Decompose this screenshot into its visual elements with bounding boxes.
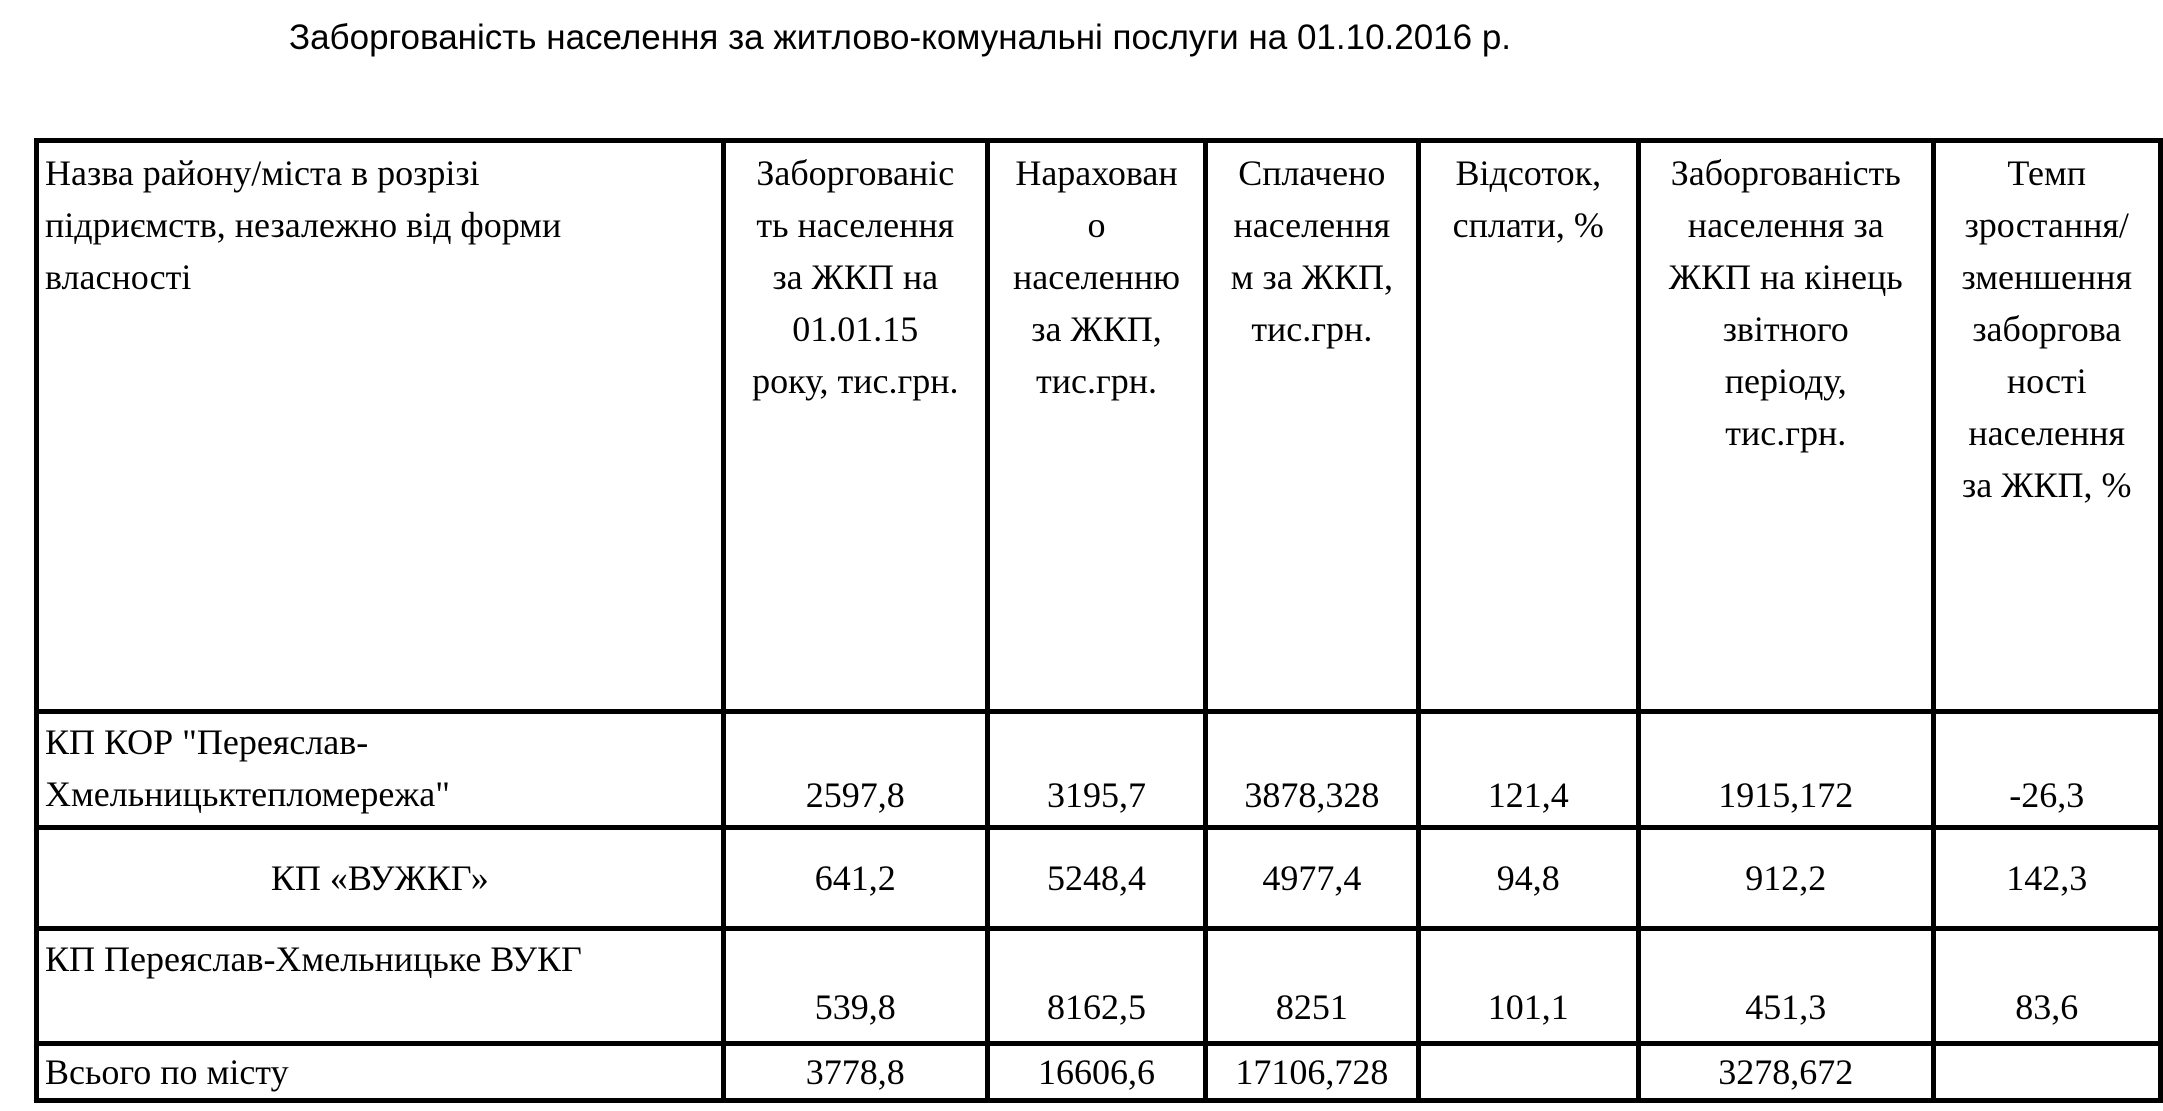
cell-payment-percent: 101,1 (1418, 929, 1638, 1044)
cell-charged: 3195,7 (987, 712, 1205, 828)
cell-charged: 5248,4 (987, 828, 1205, 929)
header-growth-rate: Темп зростання/ зменшення заборгова ності населення за ЖКП, % (1933, 141, 2160, 712)
cell-debt-end: 912,2 (1638, 828, 1933, 929)
cell-paid: 3878,328 (1206, 712, 1419, 828)
debt-table (34, 138, 2163, 1103)
cell-debt-start: 641,2 (723, 828, 987, 929)
cell-name: КП «ВУЖКГ» (37, 828, 724, 929)
cell-growth-rate: 142,3 (1933, 828, 2160, 929)
cell-paid: 17106,728 (1206, 1044, 1419, 1101)
table-row (37, 828, 2161, 929)
cell-growth-rate (1933, 1044, 2160, 1101)
cell-name: КП Переяслав-Хмельницьке ВУКГ (37, 929, 724, 1044)
table-header-row (37, 141, 2161, 712)
cell-payment-percent: 94,8 (1418, 828, 1638, 929)
cell-payment-percent (1418, 1044, 1638, 1101)
header-payment-percent: Відсоток, сплати, % (1418, 141, 1638, 712)
cell-debt-end: 451,3 (1638, 929, 1933, 1044)
cell-name: Всього по місту (37, 1044, 724, 1101)
header-charged: Нарахован о населенню за ЖКП, тис.грн. (987, 141, 1205, 712)
cell-charged: 8162,5 (987, 929, 1205, 1044)
cell-debt-end: 1915,172 (1638, 712, 1933, 828)
header-district-name: Назва району/міста в розрізі підриємств, незалежно від форми власності (37, 141, 724, 712)
header-paid: Сплачено населення м за ЖКП, тис.грн. (1206, 141, 1419, 712)
cell-paid: 4977,4 (1206, 828, 1419, 929)
cell-payment-percent: 121,4 (1418, 712, 1638, 828)
cell-name: КП КОР "Переяслав- Хмельницьктепломережа" (37, 712, 724, 828)
cell-debt-start: 2597,8 (723, 712, 987, 828)
header-debt-end: Заборгованість населення за ЖКП на кінець звітного періоду, тис.грн. (1638, 141, 1933, 712)
table-row (37, 712, 2161, 828)
cell-debt-start: 3778,8 (723, 1044, 987, 1101)
cell-paid: 8251 (1206, 929, 1419, 1044)
cell-growth-rate: 83,6 (1933, 929, 2160, 1044)
cell-charged: 16606,6 (987, 1044, 1205, 1101)
header-debt-start: Заборгованіс ть населення за ЖКП на 01.01.15 року, тис.грн. (723, 141, 987, 712)
cell-debt-start: 539,8 (723, 929, 987, 1044)
cell-debt-end: 3278,672 (1638, 1044, 1933, 1101)
document-title: Заборгованість населення за житлово-комунальні послуги на 01.10.2016 р. (288, 18, 1512, 57)
cell-growth-rate: -26,3 (1933, 712, 2160, 828)
table-row (37, 929, 2161, 1044)
table-total-row (37, 1044, 2161, 1101)
